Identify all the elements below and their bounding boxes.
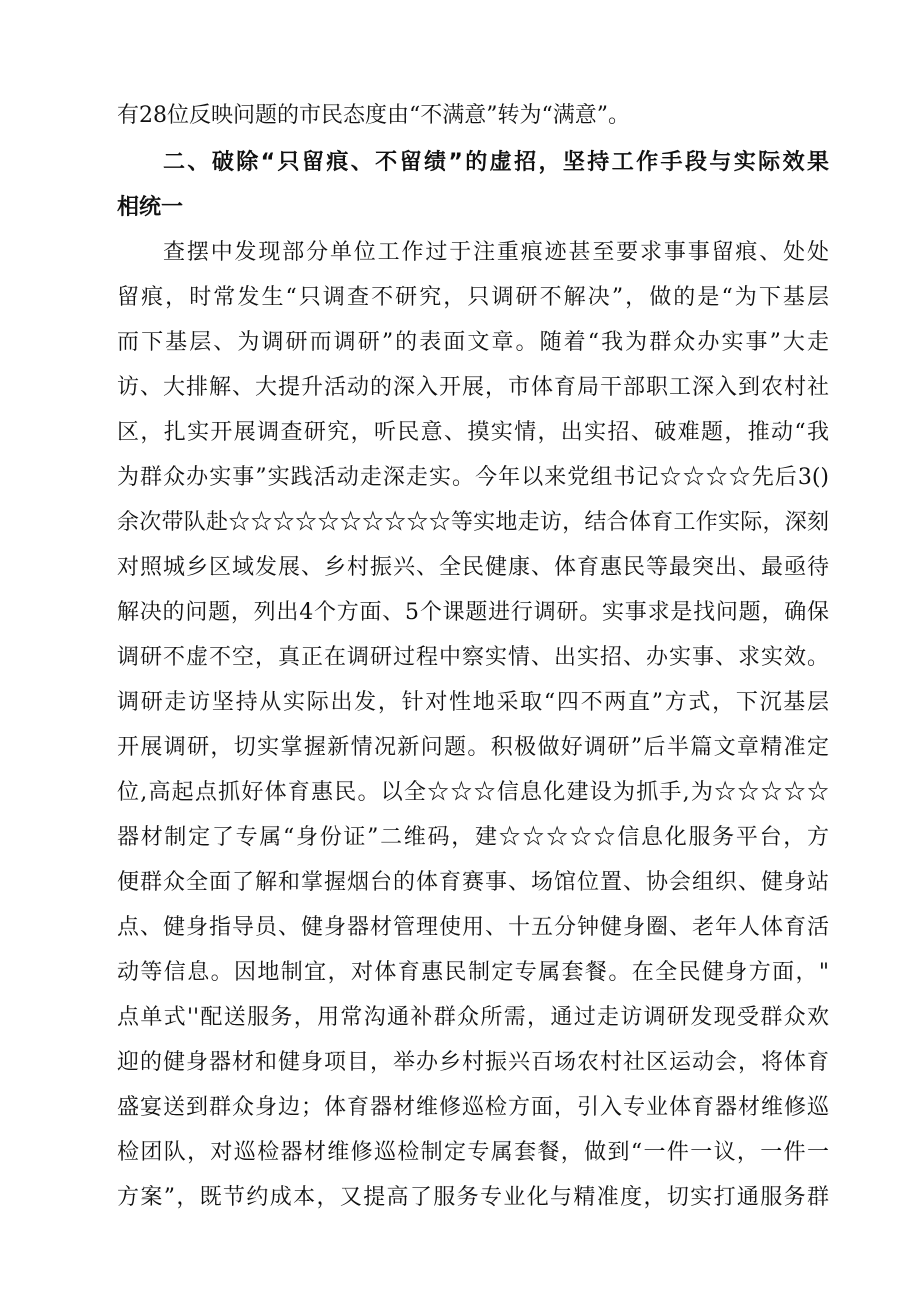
paragraph-line: 动等信息。因地制宜，对体育惠民制定专属套餐。在全民健身方面，"	[117, 960, 829, 985]
paragraph-line: 器材制定了专属“身份证”二维码，建☆☆☆☆☆信息化服务平台，方	[117, 825, 829, 850]
paragraph-line: 迎的健身器材和健身项目，举办乡村振兴百场农村社区运动会，将体育	[117, 1050, 829, 1075]
paragraph-line: 调研不虚不空，真正在调研过程中察实情、出实招、办实事、求实效。	[117, 645, 829, 670]
paragraph-line: 对照城乡区域发展、乡村振兴、全民健康、体育惠民等最突出、最亟待	[117, 555, 829, 580]
paragraph-line: 区，扎实开展调查研究，听民意、摸实情，出实招、破难题，推动“我	[117, 420, 829, 445]
paragraph-line: 为群众办实事”实践活动走深走实。今年以来党组书记☆☆☆☆先后3()	[117, 465, 829, 490]
section-heading-line-1: 二、破除“只留痕、不留绩”的虚招，坚持工作手段与实际效果	[163, 150, 829, 175]
paragraph-line: 查摆中发现部分单位工作过于注重痕迹甚至要求事事留痕、处处	[163, 240, 829, 265]
paragraph-line: 便群众全面了解和掌握烟台的体育赛事、场馆位置、协会组织、健身站	[117, 870, 829, 895]
paragraph-line: 调研走访坚持从实际出发，针对性地采取“四不两直”方式，下沉基层	[117, 690, 829, 715]
paragraph-line: 方案”，既节约成本，又提高了服务专业化与精准度，切实打通服务群	[117, 1185, 829, 1210]
paragraph-line: 留痕，时常发生“只调查不研究，只调研不解决”，做的是“为下基层	[117, 285, 829, 310]
paragraph-line: 余次带队赴☆☆☆☆☆☆☆☆☆☆等实地走访，结合体育工作实际，深刻	[117, 510, 829, 535]
paragraph-line: 位,高起点抓好体育惠民。以全☆☆☆信息化建设为抓手,为☆☆☆☆☆	[117, 780, 829, 805]
paragraph-line: 而下基层、为调研而调研”的表面文章。随着“我为群众办实事”大走	[117, 330, 829, 355]
paragraph-line: 点、健身指导员、健身器材管理使用、十五分钟健身圈、老年人体育活	[117, 915, 829, 940]
section-heading-line-2: 相统一	[117, 195, 184, 220]
intro-line: 有28位反映问题的市民态度由“不满意”转为“满意”。	[117, 103, 630, 128]
paragraph-line: 访、大排解、大提升活动的深入开展，市体育局干部职工深入到农村社	[117, 375, 829, 400]
paragraph-line: 盛宴送到群众身边；体育器材维修巡检方面，引入专业体育器材维修巡	[117, 1095, 829, 1120]
paragraph-line: 解决的问题，列出4个方面、5个课题进行调研。实事求是找问题，确保	[117, 600, 829, 625]
paragraph-line: 点单式''配送服务，用常沟通补群众所需，通过走访调研发现受群众欢	[117, 1005, 829, 1030]
paragraph-line: 检团队，对巡检器材维修巡检制定专属套餐，做到“一件一议，一件一	[117, 1140, 829, 1165]
paragraph-line: 开展调研，切实掌握新情况新问题。积极做好调研”后半篇文章精准定	[117, 735, 829, 760]
